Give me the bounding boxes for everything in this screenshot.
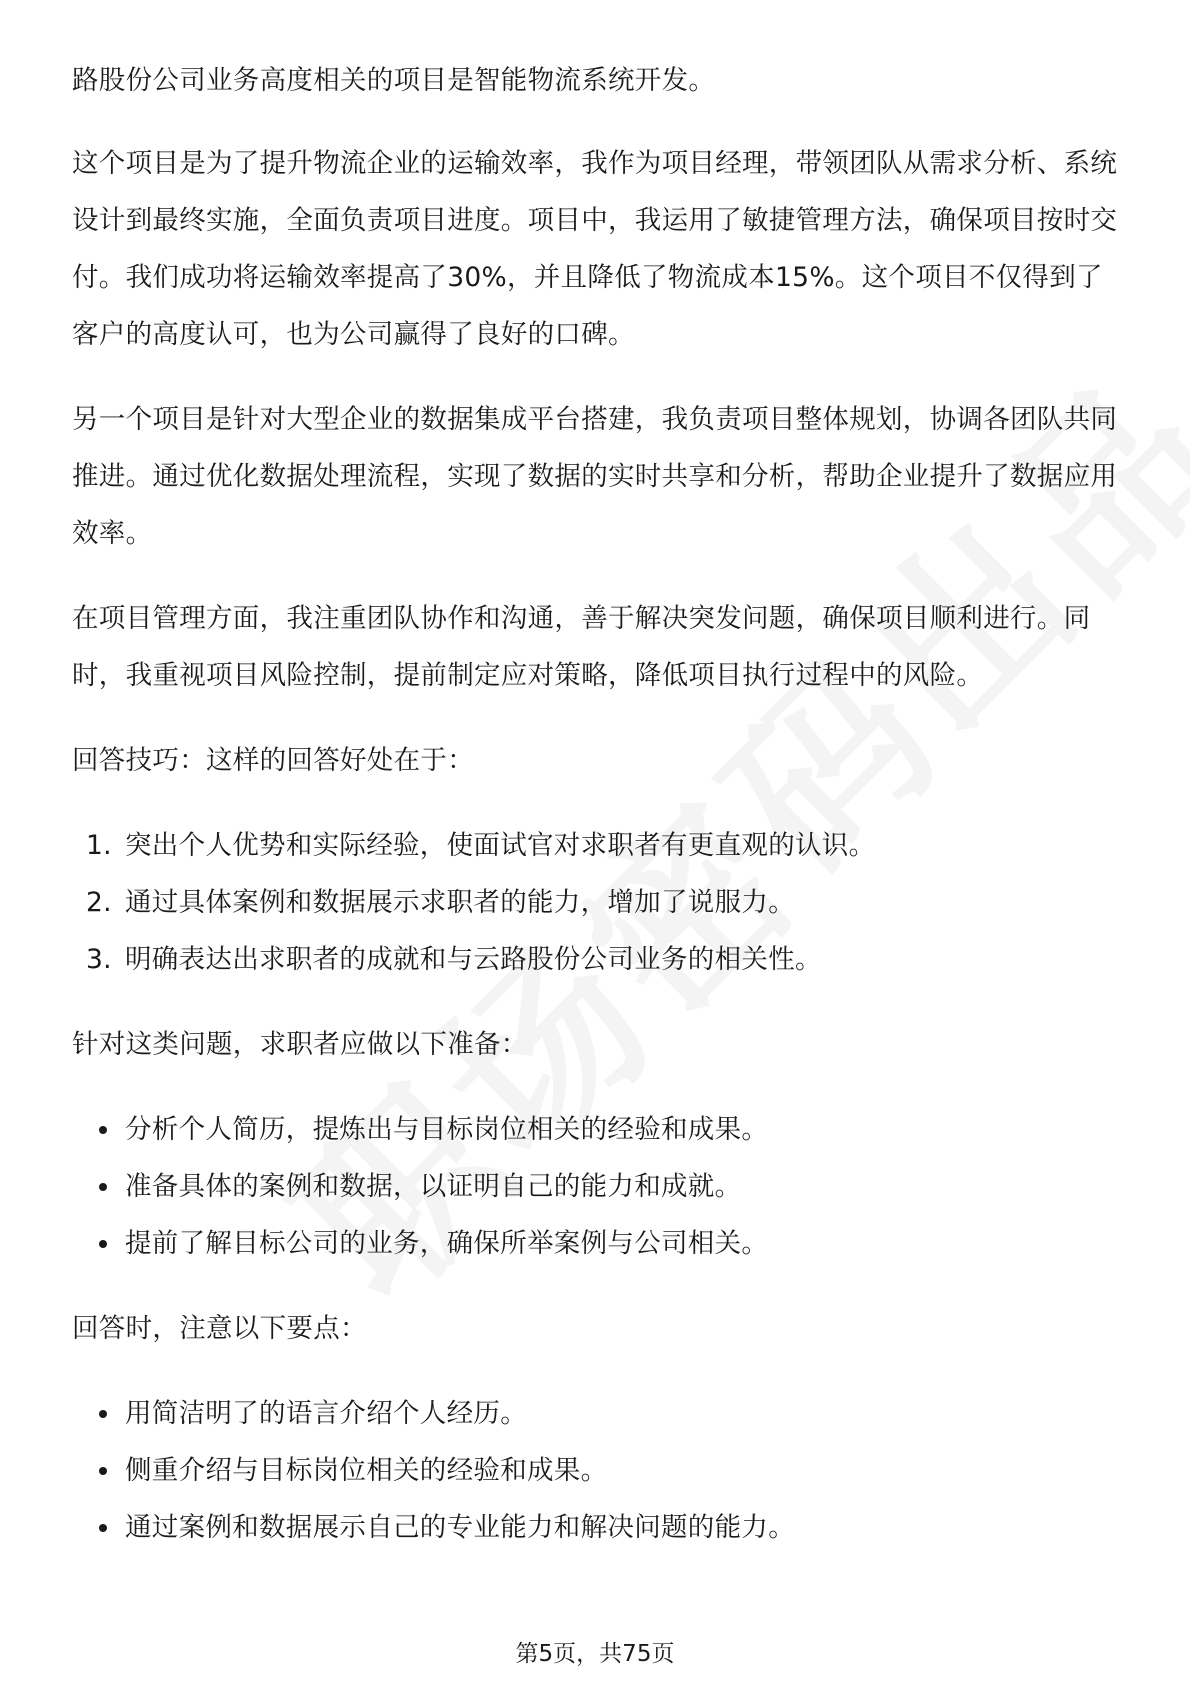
list-item <box>72 817 1122 874</box>
list-item <box>72 1215 1122 1272</box>
list-number: 2. <box>86 887 112 918</box>
bullet-icon <box>99 1524 107 1532</box>
tips-list <box>72 817 1122 988</box>
list-item <box>72 1158 1122 1215</box>
list-item-text: 明确表达出求职者的成就和与云路股份公司业务的相关性。 <box>125 944 822 975</box>
paragraph-logistics-project: 这个项目是为了提升物流企业的运输效率，我作为项目经理，带领团队从需求分析、系统设计到最终实施，全面负责项目进度。项目中，我运用了敏捷管理方法，确保项目按时交付。我们成功将运输效率提高了30%，并且降低了物流成本15%。这个项目不仅得到了客户的高度认可，也为公司赢得了良好的口碑。 <box>72 148 1118 350</box>
heading-answer-points: 回答时，注意以下要点： <box>72 1313 367 1344</box>
list-item-text: 提前了解目标公司的业务，确保所举案例与公司相关。 <box>125 1228 769 1259</box>
list-item-text: 突出个人优势和实际经验，使面试官对求职者有更直观的认识。 <box>125 830 876 861</box>
document-body <box>72 52 1122 1584</box>
paragraph-project-management: 在项目管理方面，我注重团队协作和沟通，善于解决突发问题，确保项目顺利进行。同时，我重视项目风险控制，提前制定应对策略，降低项目执行过程中的风险。 <box>72 603 1091 691</box>
list-item-text: 通过案例和数据展示自己的专业能力和解决问题的能力。 <box>125 1512 795 1543</box>
page-number: 第5页，共75页 <box>515 1641 675 1667</box>
list-item-text: 分析个人简历，提炼出与目标岗位相关的经验和成果。 <box>125 1114 769 1145</box>
list-item <box>72 874 1122 931</box>
list-item <box>72 1385 1122 1442</box>
paragraph-data-platform-project: 另一个项目是针对大型企业的数据集成平台搭建，我负责项目整体规划，协调各团队共同推进。通过优化数据处理流程，实现了数据的实时共享和分析，帮助企业提升了数据应用效率。 <box>72 404 1118 549</box>
list-item-text: 准备具体的案例和数据，以证明自己的能力和成就。 <box>125 1171 742 1202</box>
heading-answer-tips: 回答技巧：这样的回答好处在于： <box>72 745 474 776</box>
list-item-text: 通过具体案例和数据展示求职者的能力，增加了说服力。 <box>125 887 795 918</box>
list-item <box>72 1499 1122 1556</box>
list-item-text: 用简洁明了的语言介绍个人经历。 <box>125 1398 527 1429</box>
heading-preparation: 针对这类问题，求职者应做以下准备： <box>72 1029 528 1060</box>
paragraph-intro: 路股份公司业务高度相关的项目是智能物流系统开发。 <box>72 65 716 96</box>
list-number: 1. <box>86 830 112 861</box>
answer-points-list <box>72 1385 1122 1556</box>
bullet-icon <box>99 1410 107 1418</box>
list-item <box>72 1101 1122 1158</box>
bullet-icon <box>99 1240 107 1248</box>
list-item <box>72 1442 1122 1499</box>
bullet-icon <box>99 1183 107 1191</box>
list-number: 3. <box>86 944 112 975</box>
preparation-list <box>72 1101 1122 1272</box>
bullet-icon <box>99 1467 107 1475</box>
list-item-text: 侧重介绍与目标岗位相关的经验和成果。 <box>125 1455 608 1486</box>
list-item <box>72 931 1122 988</box>
bullet-icon <box>99 1126 107 1134</box>
